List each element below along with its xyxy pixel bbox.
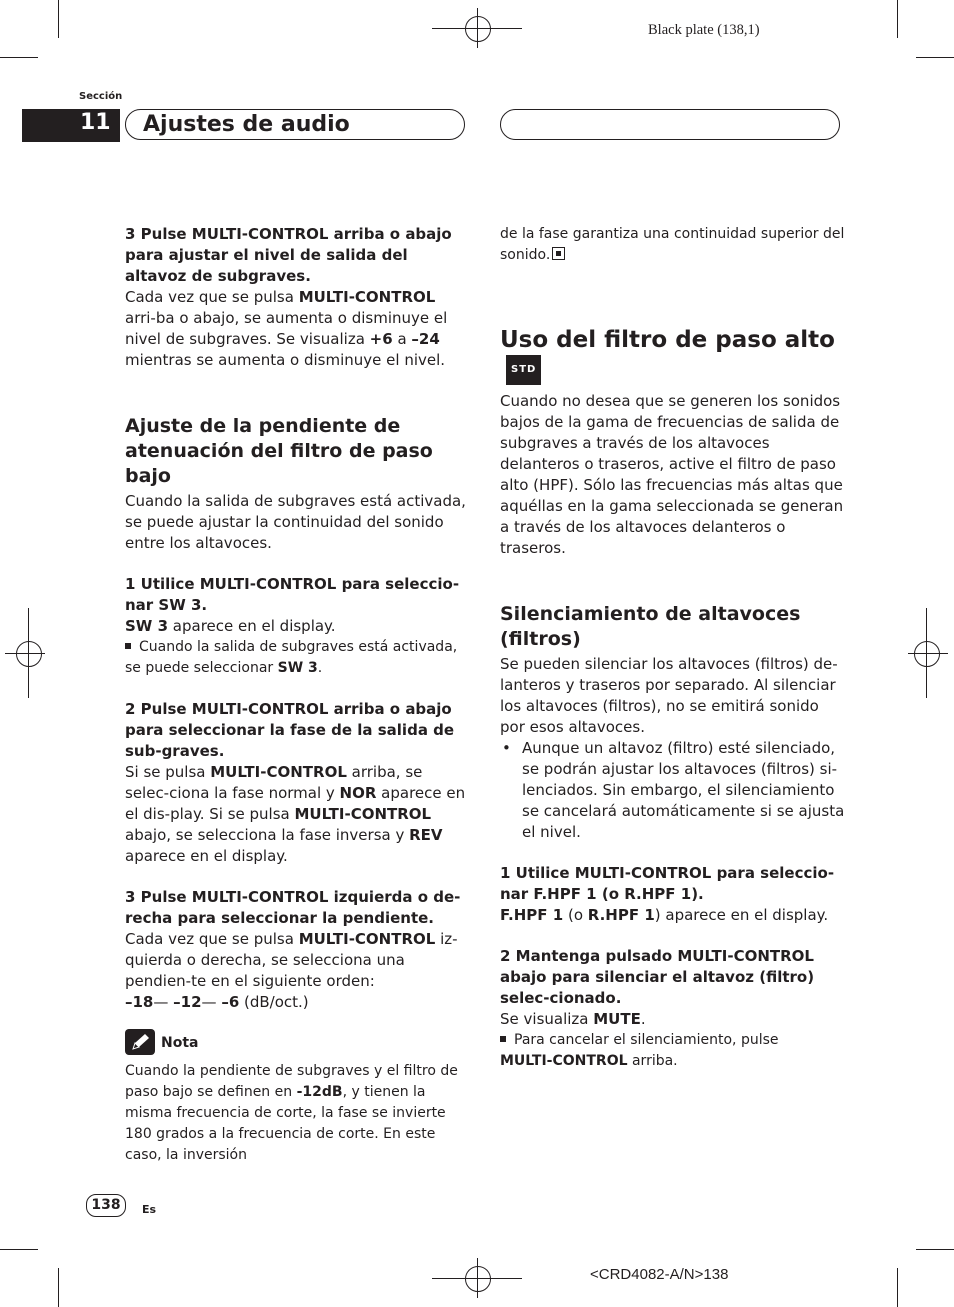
crop-mark bbox=[916, 1249, 954, 1250]
crop-mark bbox=[0, 1249, 38, 1250]
registration-circle bbox=[465, 1266, 491, 1292]
mute-bullet: • Aunque un altavoz (filtro) esté silenciado, se podrán ajustar los altavoces (filtros) si-lenciados. Sin embargo, el silenciamiento se cancelará automáticamente si se ajusta el nivel. bbox=[502, 739, 845, 841]
square-bullet-icon bbox=[500, 1036, 506, 1042]
crop-mark bbox=[58, 1268, 59, 1307]
document-code: <CRD4082-A/N>138 bbox=[590, 1266, 729, 1283]
section-label: Sección bbox=[79, 91, 123, 102]
square-bullet-icon bbox=[125, 643, 131, 649]
plate-label: Black plate (138,1) bbox=[648, 22, 760, 38]
crop-mark bbox=[897, 1268, 898, 1307]
registration-circle bbox=[465, 16, 491, 42]
std-badge: STD bbox=[506, 355, 541, 385]
step-3b-title: 3 Pulse MULTI-CONTROL izquierda o de-recha para seleccionar la pendiente. bbox=[125, 888, 461, 927]
right-step-2-body: Se visualiza MUTE. bbox=[500, 1010, 646, 1028]
header-empty-box bbox=[500, 109, 840, 140]
continued-note: de la fase garantiza una continuidad superior del sonido. bbox=[500, 226, 845, 263]
section-intro: Cuando la salida de subgraves está activada, se puede ajustar la continuidad del sonido entre los altavoces. bbox=[125, 492, 466, 552]
language-code: Es bbox=[142, 1203, 157, 1216]
right-step-2-note: Para cancelar el silenciamiento, pulse MULTI-CONTROL arriba. bbox=[500, 1032, 779, 1069]
section-title: Ajustes de audio bbox=[143, 112, 350, 137]
step-2-body: Si se pulsa MULTI-CONTROL arriba, se selec-ciona la fase normal y NOR aparece en el dis-play. Si se pulsa MULTI-CONTROL abajo, se selecciona la fase inversa y REV aparece en el display. bbox=[125, 763, 466, 865]
note-body: Cuando la pendiente de subgraves y el filtro de paso bajo se definen en -12dB, y tienen la misma frecuencia de corte, la fase se invierte 180 grados a la frecuencia de corte. En este caso, la inversión bbox=[125, 1063, 458, 1163]
step-1-note: Cuando la salida de subgraves está activada, se puede seleccionar SW 3. bbox=[125, 639, 458, 676]
crop-mark bbox=[897, 0, 898, 38]
registration-circle bbox=[914, 641, 940, 667]
step-3-title: 3 Pulse MULTI-CONTROL arriba o abajo para ajustar el nivel de salida del altavoz de subgraves. bbox=[125, 225, 452, 285]
step-1-title: 1 Utilice MULTI-CONTROL para seleccio-nar SW 3. bbox=[125, 575, 460, 614]
crop-mark bbox=[916, 57, 954, 58]
bullet-icon: • bbox=[502, 739, 511, 757]
mute-heading: Silenciamiento de altavoces (filtros) bbox=[500, 603, 801, 650]
left-column bbox=[125, 224, 470, 1166]
end-mark-icon bbox=[552, 247, 565, 260]
hpf-heading: Uso del filtro de paso altoSTD bbox=[500, 326, 845, 385]
crop-mark bbox=[0, 57, 38, 58]
note-pencil-icon bbox=[125, 1029, 155, 1055]
mute-body: Se pueden silenciar los altavoces (filtros) de-lanteros y traseros por separado. Al silenciar los altavoces (filtros), no se emitirá sonido por esos altavoces. bbox=[500, 655, 838, 736]
registration-circle bbox=[16, 641, 42, 667]
step-3-body: Cada vez que se pulsa MULTI-CONTROL arri-ba o abajo, se aumenta o disminuye el nivel de subgraves. Se visualiza +6 a –24 mientras se aumenta o disminuye el nivel. bbox=[125, 288, 448, 369]
right-step-1-title: 1 Utilice MULTI-CONTROL para seleccio-nar F.HPF 1 (o R.HPF 1). bbox=[500, 864, 835, 903]
section-number: 11 bbox=[80, 110, 111, 135]
slope-order: –18— –12— –6 (dB/oct.) bbox=[125, 993, 309, 1011]
hpf-body: Cuando no desea que se generen los sonidos bajos de la gama de frecuencias de salida de subgraves a través de los altavoces delanteros o traseros, active el filtro de paso alto (HPF). Sólo las frecuencias más altas que aquéllas en la gama seleccionada se generan a través de los altavoces delanteros o traseros. bbox=[500, 392, 844, 557]
note-header: Nota bbox=[125, 1029, 470, 1055]
crop-mark bbox=[58, 0, 59, 38]
right-column bbox=[500, 224, 845, 1072]
step-3b-body: Cada vez que se pulsa MULTI-CONTROL iz-quierda o derecha, se selecciona una pendien-te en el siguiente orden: bbox=[125, 930, 458, 990]
step-1-body: SW 3 aparece en el display. bbox=[125, 617, 336, 635]
step-2-title: 2 Pulse MULTI-CONTROL arriba o abajo para seleccionar la fase de la salida de sub-graves. bbox=[125, 700, 455, 760]
right-step-1-body: F.HPF 1 (o R.HPF 1) aparece en el display. bbox=[500, 906, 829, 924]
page-number: 138 bbox=[86, 1194, 126, 1217]
right-step-2-title: 2 Mantenga pulsado MULTI-CONTROL abajo para silenciar el altavoz (filtro) selec-cionado. bbox=[500, 947, 815, 1007]
section-heading: Ajuste de la pendiente de atenuación del filtro de paso bajo bbox=[125, 415, 433, 487]
